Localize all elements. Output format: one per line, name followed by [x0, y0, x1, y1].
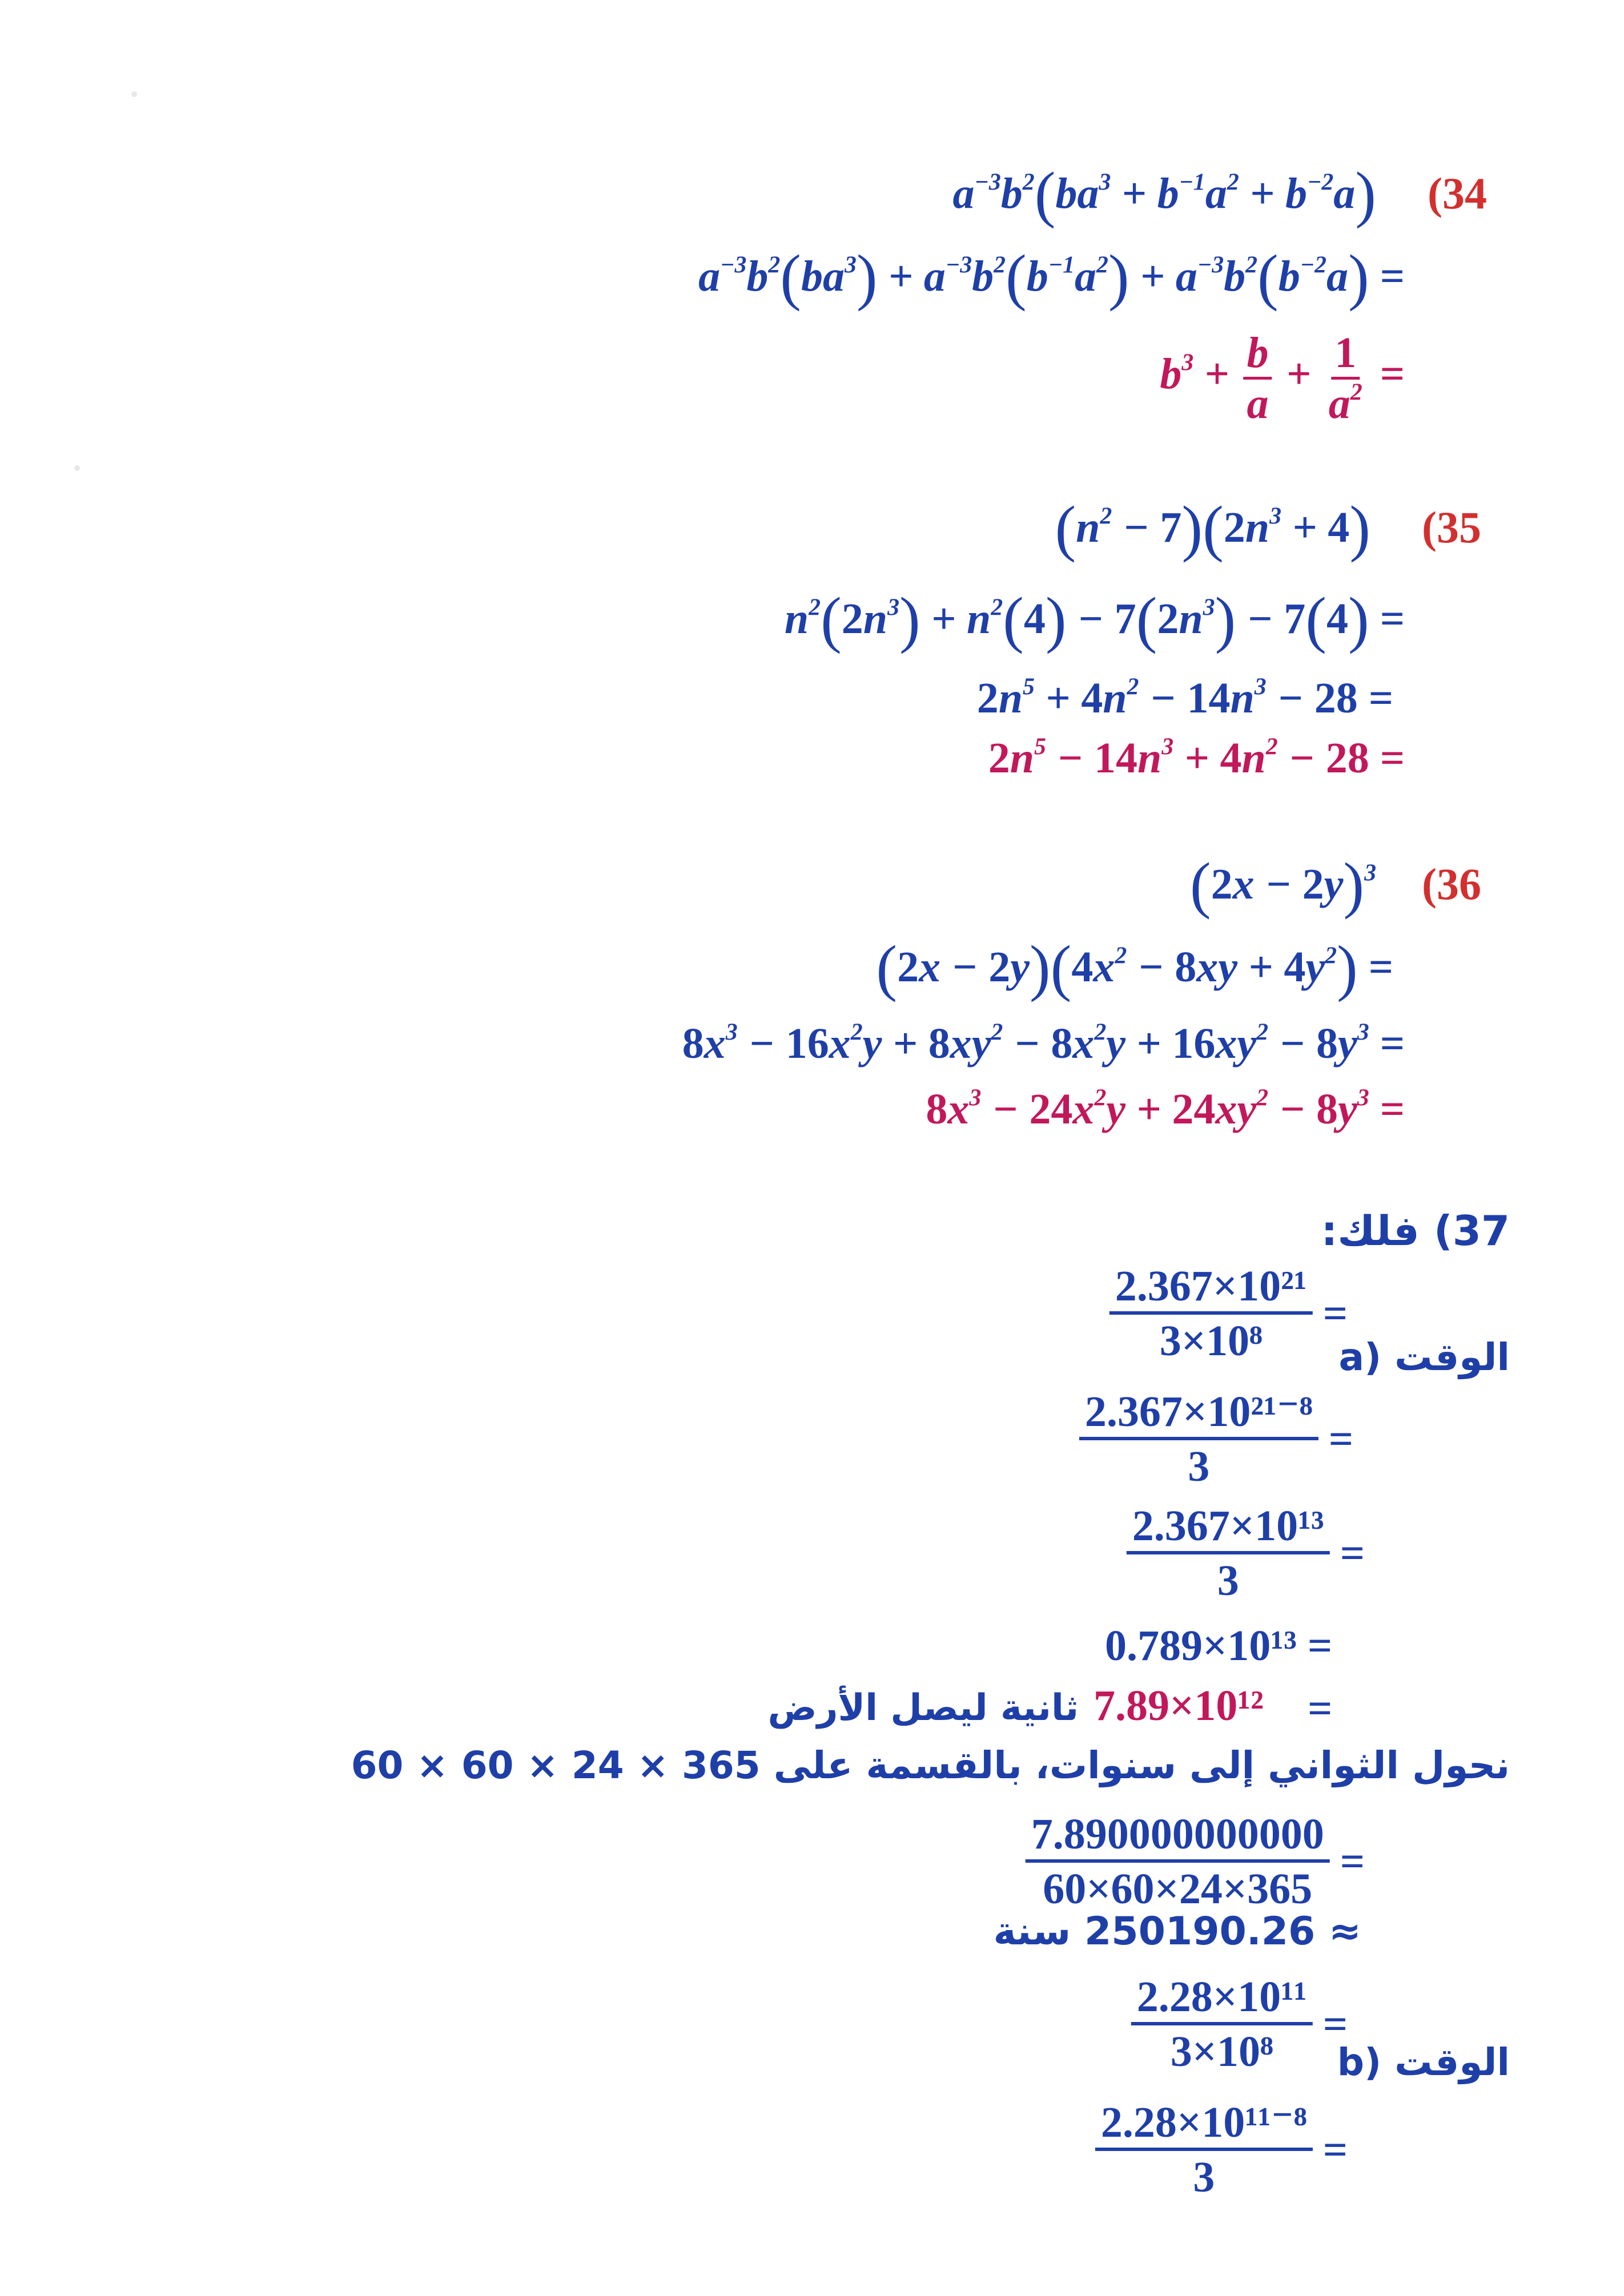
problem-34-line-3: $b^3$ + $\frac{b}{a}$ + $\frac{1}{a^2}$ =	[1160, 329, 1405, 428]
problem-36-line-3: $8x^3 - 16x^2y + 8xy^2 - 8x^2y + 16xy^2 - 8y^3$ =	[682, 1019, 1405, 1068]
b-step-2: $\frac{\text{2.28×10¹¹⁻⁸}}{3}$ =	[1095, 2101, 1348, 2199]
problem-36-line-1: $(2x - 2y)^3$	[1189, 850, 1376, 920]
conversion-step: $\frac{7.890000000000}{60\times 60\times 24\times 365}$ =	[1026, 1812, 1365, 1911]
problem-34-line-2: $a^{-3}b^2(ba^3) + a^{-3}b^2(b^{-1}a^2) + a^{-3}b^2(b^{-2}a)$ =	[698, 242, 1405, 312]
part-b-label: b) الوقت	[1337, 2040, 1510, 2084]
problem-35-label: (35	[1422, 502, 1481, 552]
problem-35-line-4: $2n^5 - 14n^3 + 4n^2 - 28$ =	[988, 734, 1405, 782]
approx-years: ≈ 250190.26 سنة	[993, 1909, 1361, 1954]
a-result-equals: =	[1308, 1685, 1333, 1733]
convert-instruction: نحول الثواني إلى سنوات، بالقسمة على 365 × 24 × 60 × 60	[351, 1743, 1510, 1787]
a-step-4: 0.789×10¹³ =	[1105, 1622, 1333, 1670]
a-result-text: ثانية ليصل الأرض	[767, 1687, 1079, 1729]
scan-speck	[131, 91, 137, 97]
problem-35-line-3: $2n^5 + 4n^2 - 14n^3 - 28$ =	[976, 674, 1393, 722]
problem-34-label: (34	[1428, 168, 1487, 218]
problem-36-line-2: $(2x - 2y)(4x^2 - 8xy + 4y^2)$ =	[876, 933, 1393, 1002]
problem-35-line-2: $n^2(2n^3) + n^2(4) - 7(2n^3) - 7(4)$ =	[784, 585, 1405, 654]
problem-34-line-1: $a^{-3}b^2(ba^3 + b^{-1}a^2 + b^{-2}a)$	[952, 159, 1376, 229]
a-step-3: $\frac{\text{2.367×10¹³}}{3}$ =	[1127, 1504, 1365, 1602]
a-step-2: $\frac{\text{2.367×10²¹⁻⁸}}{3}$ =	[1079, 1390, 1353, 1488]
problem-37-heading: 37) فلك:	[1321, 1207, 1510, 1255]
a-result-value: 7.89×10¹²	[1094, 1682, 1264, 1730]
problem-36-label: (36	[1422, 859, 1481, 909]
problem-36-line-4: $8x^3 - 24x^2y + 24xy^2 - 8y^3$ =	[926, 1085, 1405, 1133]
problem-35-line-1: $(n^2 - 7)(2n^3 + 4)$	[1055, 493, 1370, 563]
scan-speck	[74, 465, 80, 471]
a-step-1: $\frac{\text{2.367×10²¹}}{\text{3×10⁸}}$ =	[1110, 1264, 1348, 1363]
b-step-1: $\frac{\text{2.28×10¹¹}}{\text{3×10⁸}}$ =	[1131, 1975, 1348, 2073]
part-a-label: a) الوقت	[1338, 1335, 1510, 1379]
